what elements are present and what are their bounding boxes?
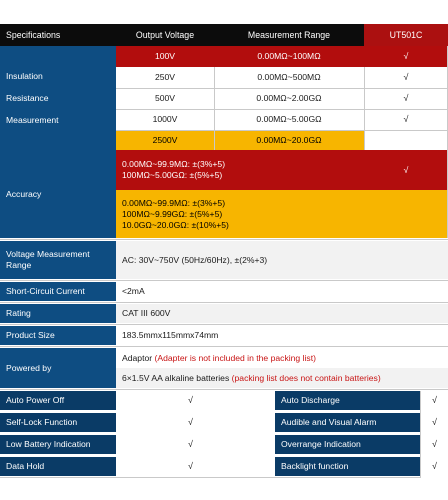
powered-adaptor-note: (Adapter is not included in the packing list) — [154, 352, 316, 363]
insulation-range: 0.00MΩ~20.0GΩ — [214, 130, 364, 150]
powered-label: Powered by — [0, 348, 116, 388]
insulation-range: 0.00MΩ~500MΩ — [214, 67, 364, 88]
feature-left-label: Auto Power Off — [0, 391, 116, 410]
accuracy-gold-block — [116, 190, 364, 238]
accuracy-check: √ — [364, 150, 448, 190]
divider — [116, 88, 448, 89]
feature-right-label: Audible and Visual Alarm — [275, 413, 421, 432]
accuracy-line: 0.00MΩ~99.9MΩ: ±(3%+5) — [122, 159, 226, 169]
divider — [0, 280, 448, 281]
insulation-label — [0, 46, 116, 150]
spec-value: <2mA — [116, 282, 448, 301]
feature-left-check: √ — [116, 435, 265, 454]
insulation-check-empty — [364, 130, 448, 150]
insulation-voltage: 250V — [116, 67, 214, 88]
spec-label: Short-Circuit Current — [0, 282, 116, 301]
divider — [0, 239, 448, 240]
spec-label: Product Size — [0, 326, 116, 345]
accuracy-red-block — [116, 150, 364, 190]
divider — [116, 109, 448, 110]
divider — [0, 324, 448, 325]
feature-left-label: Data Hold — [0, 457, 116, 476]
header-specifications: Specifications — [0, 24, 116, 46]
powered-adaptor-text: Adaptor — [122, 352, 153, 363]
insulation-voltage: 2500V — [116, 130, 214, 150]
divider — [116, 130, 448, 131]
powered-batteries-text: 6×1.5V AA alkaline batteries — [122, 372, 230, 383]
divider — [0, 346, 448, 347]
spec-value: AC: 30V~750V (50Hz/60Hz), ±(2%+3) — [116, 241, 448, 279]
feature-right-check: √ — [421, 413, 448, 432]
divider — [420, 391, 421, 477]
spec-value: CAT III 600V — [116, 304, 448, 323]
feature-left-check: √ — [116, 391, 265, 410]
accuracy-line: 100MΩ~9.99GΩ: ±(5%+5) — [122, 208, 223, 219]
insulation-voltage: 100V — [116, 46, 214, 67]
accuracy-line: 10.0GΩ~20.0GΩ: ±(10%+5) — [122, 219, 229, 230]
divider — [364, 67, 365, 150]
header-measurement-range: Measurement Range — [214, 24, 364, 46]
spec-value: 183.5mmx115mmx74mm — [116, 326, 448, 345]
insulation-voltage: 1000V — [116, 109, 214, 130]
insulation-range: 0.00MΩ~5.00GΩ — [214, 109, 364, 130]
feature-right-check: √ — [421, 391, 448, 410]
powered-line-adaptor — [116, 348, 448, 368]
divider — [0, 477, 421, 478]
accuracy-label: Accuracy — [0, 150, 116, 238]
insulation-range: 0.00MΩ~100MΩ — [214, 46, 364, 67]
divider — [0, 389, 448, 390]
divider — [0, 302, 448, 303]
feature-right-check: √ — [421, 435, 448, 454]
insulation-voltage: 500V — [116, 88, 214, 109]
accuracy-line: 0.00MΩ~99.9MΩ: ±(3%+5) — [122, 197, 226, 208]
insulation-label-line: Measurement — [6, 114, 59, 125]
accuracy-gold-fill — [364, 190, 448, 238]
powered-batteries-note: (packing list does not contain batteries) — [231, 372, 381, 383]
insulation-check: √ — [364, 88, 448, 109]
powered-line-batteries — [116, 368, 448, 388]
header-model: UT501C — [364, 24, 448, 46]
feature-right-check: √ — [421, 457, 448, 476]
feature-right-label: Backlight function — [275, 457, 421, 476]
feature-left-label: Self-Lock Function — [0, 413, 116, 432]
insulation-check: √ — [364, 109, 448, 130]
feature-left-label: Low Battery Indication — [0, 435, 116, 454]
insulation-range: 0.00MΩ~2.00GΩ — [214, 88, 364, 109]
insulation-check: √ — [364, 46, 448, 67]
divider — [214, 67, 215, 150]
spec-label-line: Range — [6, 260, 32, 270]
feature-right-label: Overrange Indication — [275, 435, 421, 454]
spec-label — [0, 241, 116, 279]
feature-right-label: Auto Discharge — [275, 391, 421, 410]
feature-left-check: √ — [116, 457, 265, 476]
insulation-label-line: Resistance — [6, 92, 49, 103]
spec-label-line: Voltage Measurement — [6, 249, 90, 259]
accuracy-line: 100MΩ~5.00GΩ: ±(5%+5) — [122, 170, 223, 180]
insulation-label-line: Insulation — [6, 70, 43, 81]
header-output-voltage: Output Voltage — [116, 24, 214, 46]
feature-left-check: √ — [116, 413, 265, 432]
insulation-check: √ — [364, 67, 448, 88]
spec-label: Rating — [0, 304, 116, 323]
